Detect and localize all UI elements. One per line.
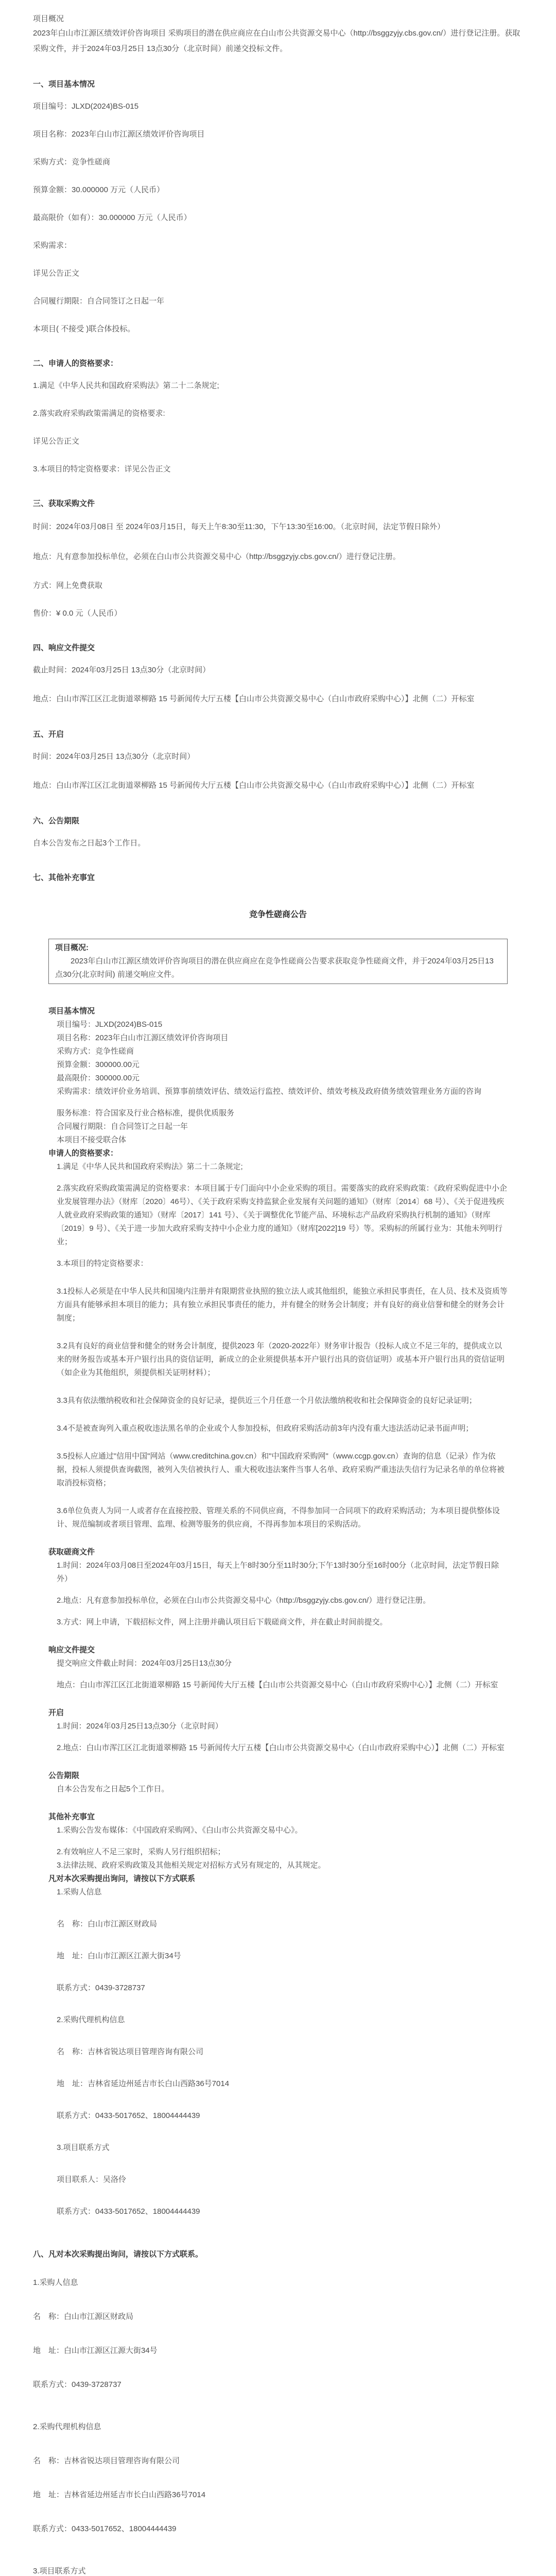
- section-2-title: 二、申请人的资格要求：: [33, 359, 118, 368]
- max-price: 最高限价（如有）：30.000000 万元（人民币）: [33, 213, 192, 222]
- contact-a-aname: 名 称：吉林省锐达项目管理咨询有限公司: [57, 2047, 204, 2056]
- other-1: 1.采购公告发布媒体：《中国政府采购网》、《白山市公共资源交易中心》。: [57, 1826, 303, 1835]
- s8-h3: 3.项目联系方式: [33, 2567, 86, 2575]
- section-1-title: 一、项目基本情况: [33, 80, 95, 89]
- get-1: 1.时间：2024年03月08日至2024年03月15日，每天上午8时30分至11时30分;下午13时30分至16时00分（北京时间，法定节假日除外）: [57, 1561, 499, 1583]
- get-title: 获取磋商文件: [48, 1548, 95, 1556]
- open-time: 时间：2024年03月25日 13点30分（北京时间）: [33, 752, 195, 761]
- basic-name: 项目名称：2023年白山市江源区绩效评价咨询项目: [57, 1033, 229, 1042]
- s8-h1: 1.采购人信息: [33, 2278, 78, 2287]
- period2-text: 自本公告发布之日起5个工作日。: [57, 1785, 169, 1793]
- notice-body: [33, 1005, 523, 2218]
- other-2: 2.有效响应人不足三家时，采购人另行组织招标；: [57, 1848, 225, 1856]
- apply-3-4: 3.4不是被查询列入重点税收违法黑名单的企业或个人参加投标，但政府采购活动前3年内没有重大违法活动记录书面声明；: [57, 1424, 474, 1433]
- overview-label: 项目概况: [33, 14, 64, 23]
- acquire-place: 地点：凡有意参加投标单位，必须在白山市公共资源交易中心（http://bsggzyjy.cbs.gov.cn/）进行登记注册。: [33, 552, 401, 561]
- requirements-detail: 详见公告正文: [33, 269, 80, 278]
- consortium-note: 本项目( 不接受 )联合体投标。: [33, 325, 135, 333]
- project-name: 项目名称：2023年白山市江源区绩效评价咨询项目: [33, 130, 205, 139]
- acquire-way: 方式：网上免费获取: [33, 581, 103, 590]
- project-code: 项目编号：JLXD(2024)BS-015: [33, 102, 139, 111]
- contact-a-atel: 联系方式：0433-5017652、18004444439: [57, 2111, 200, 2120]
- other-title: 其他补充事宜: [48, 1812, 95, 1821]
- apply-3-2: 3.2具有良好的商业信誉和健全的财务会计制度，提供2023 年（2020-2022年）财务审计报告（投标人成立不足三年的，提供成立以来的财务报告或基本开户银行出具的资信证明，新成立的企业须提供基本开户银行出具的资信证明）或基本开户银行出具的资信证明（如企业为其他组织，须提供相关证明材料）；: [57, 1342, 505, 1377]
- box-head: 项目概况:: [55, 943, 89, 952]
- section-4-title: 四、响应文件提交: [33, 643, 95, 652]
- apply-1: 1.满足《中华人民共和国政府采购法》第二十二条规定;: [57, 1162, 243, 1171]
- box-body: 2023年白山市江源区绩效评价咨询项目的潜在供应商应在竞争性磋商公告要求获取竞争性磋商文件，并于2024年03月25日13点30分(北京时间) 前递交响应文件。: [55, 957, 494, 979]
- s8-atel: 联系方式：0433-5017652、18004444439: [33, 2524, 177, 2533]
- get-3: 3.方式：网上申请，下载招标文件，网上注册并确认项目后下载磋商文件，并在截止时间前提交。: [57, 1618, 388, 1626]
- open2-title: 开启: [48, 1708, 64, 1717]
- other-3: 3.法律法规、政府采购政策及其他相关规定对招标方式另有规定的，从其规定。: [57, 1861, 326, 1870]
- s8-h2: 2.采购代理机构信息: [33, 2422, 101, 2431]
- apply-title: 申请人的资格要求：: [48, 1149, 118, 1158]
- qualification-2-detail: 详见公告正文: [33, 437, 80, 446]
- contact-a-h1: 1.采购人信息: [57, 1888, 102, 1896]
- section-6-title: 六、公告期限: [33, 817, 80, 825]
- section-8-title: 八、凡对本次采购提出询问，请按以下方式联系。: [33, 2250, 203, 2259]
- s8-aaddr: 地 址：吉林省延边州延吉市长白山西路36号7014: [33, 2490, 206, 2499]
- contact-a-h3: 3.项目联系方式: [57, 2143, 110, 2152]
- contact-a-title: 凡对本次采购提出询问，请按以下方式联系: [48, 1874, 196, 1883]
- overview-box: [48, 939, 508, 984]
- apply-3-6: 3.6单位负责人为同一人或者存在直接控股、管理关系的不同供应商，不得参加同一合同项下的政府采购活动；为本项目提供整体设计、规范编制或者项目管理、监理、检测等服务的供应商，不得再参加本项目的采购活动。: [57, 1506, 500, 1529]
- s8-tel: 联系方式：0439-3728737: [33, 2380, 121, 2389]
- s8-aname: 名 称：吉林省锐达项目管理咨询有限公司: [33, 2456, 180, 2465]
- basic-consortium: 本项目不接受联合体: [57, 1136, 127, 1144]
- notice-period: 自本公告发布之日起3个工作日。: [33, 839, 146, 848]
- basic-service: 服务标准：符合国家及行业合格标准，提供优质服务: [57, 1109, 235, 1117]
- contact-a-addr: 地 址：白山市江源区江源大街34号: [57, 1952, 181, 1960]
- open2-place: 2.地点：白山市浑江区江北街道翠柳路 15 号新闻传大厅五楼【白山市公共资源交易中心（白山市政府采购中心）】北侧（二）开标室: [57, 1743, 505, 1752]
- contact-a-name: 名 称：白山市江源区财政局: [57, 1920, 158, 1928]
- contact-a-aaddr: 地 址：吉林省延边州延吉市长白山西路36号7014: [57, 2079, 230, 2088]
- apply-3-5: 3.5投标人应通过"信用中国"网站（www.creditchina.gov.cn）和"中国政府采购网"（www.ccgp.gov.cn）查询的信息（记录）作为依据，投标人须提供查询截图，被列入失信被执行人、重大税收违法案件当事人名单、政府采购严重违法失信行为记录名单的单位将被取消投标资格；: [57, 1452, 505, 1487]
- apply-2: 2.落实政府采购政策需满足的资格要求：本项目属于专门面向中小企业采购的项目。需要落实的政府采购政策：《政府采购促进中小企业发展管理办法》（财库〔2020〕46号）、《关于政府采购支持监狱企业发展有关问题的通知》（财库〔2014〕68 号）、《关于促进残疾人就业政府采购政策的通知》（财库〔2017〕141 号）、《关于调整优化节能产品、环境标志产品政府采购执行机制的通知》（财库〔2019〕9 号）、《关于进一步加大政府采购支持中小企业力度的通知》（财库[2022]19 号）等。采购标的所属行业为：其他未列明行业；: [57, 1184, 508, 1246]
- contact-a-ptel: 联系方式：0433-5017652、18004444439: [57, 2207, 200, 2216]
- overview-text: 2023年白山市江源区绩效评价咨询项目 采购项目的潜在供应商应在白山市公共资源交易中心（http://bsggzyjy.cbs.gov.cn/）进行登记注册。获取采购文件，并于2024年03月25日 13点30分（北京时间）前递交投标文件。: [33, 29, 520, 53]
- basic-max: 最高限价：300000.00元: [57, 1074, 140, 1082]
- contact-a-h2: 2.采购代理机构信息: [57, 2015, 125, 2024]
- s8-addr: 地 址：白山市江源区江源大街34号: [33, 2346, 158, 2355]
- procurement-method: 采购方式：竞争性磋商: [33, 158, 111, 166]
- acquire-time: 时间：2024年03月08日 至 2024年03月15日，每天上午8:30至11:30，下午13:30至16:00。（北京时间，法定节假日除外）: [33, 522, 445, 531]
- basic-code: 项目编号：JLXD(2024)BS-015: [57, 1020, 163, 1029]
- budget-amount: 预算金额：30.000000 万元（人民币）: [33, 185, 165, 194]
- section-7-title: 七、其他补充事宜: [33, 873, 95, 882]
- apply-3-3: 3.3具有依法缴纳税收和社会保障资金的良好记录，提供近三个月任意一个月依法缴纳税收和社会保障资金的良好记录证明；: [57, 1396, 477, 1405]
- resp-title: 响应文件提交: [48, 1646, 95, 1654]
- basic-period: 合同履行期限：自合同签订之日起一年: [57, 1122, 188, 1131]
- submit-place: 地点：白山市浑江区江北街道翠柳路 15 号新闻传大厅五楼【白山市公共资源交易中心（白山市政府采购中心）】北侧（二）开标室: [33, 694, 475, 703]
- open-place: 地点：白山市浑江区江北街道翠柳路 15 号新闻传大厅五楼【白山市公共资源交易中心（白山市政府采购中心）】北侧（二）开标室: [33, 781, 475, 790]
- open2-time: 1.时间：2024年03月25日13点30分（北京时间）: [57, 1722, 223, 1731]
- section-5-title: 五、开启: [33, 730, 64, 739]
- qualification-1: 1.满足《中华人民共和国政府采购法》第二十二条规定;: [33, 381, 219, 390]
- acquire-price: 售价：¥ 0.0 元（人民币）: [33, 609, 122, 618]
- contact-a-person: 项目联系人：吴洛伶: [57, 2175, 127, 2184]
- requirements-label: 采购需求：: [33, 241, 72, 250]
- contract-period: 合同履行期限：自合同签订之日起一年: [33, 297, 165, 306]
- apply-3-1: 3.1投标人必须是在中华人民共和国境内注册并有限期营业执照的独立法人或其他组织，能独立承担民事责任，在人员、技术及资质等方面具有能够承担本项目的能力；具有独立承担民事责任的能力，并有健全的财务会计制度；并有良好的商业信誉和健全的财务会计制度；: [57, 1287, 508, 1323]
- period2-title: 公告期限: [48, 1771, 80, 1780]
- basic-req: 采购需求：绩效评价业务培训、预算事前绩效评估、绩效运行监控、绩效评价、绩效考核及政府债务绩效管理业务方面的咨询: [57, 1087, 482, 1096]
- s8-name: 名 称：白山市江源区财政局: [33, 2312, 134, 2321]
- basic-budget: 预算金额：300000.00元: [57, 1060, 140, 1069]
- section-3-title: 三、获取采购文件: [33, 499, 95, 508]
- qualification-3: 3.本项目的特定资格要求：详见公告正文: [33, 465, 171, 473]
- resp-deadline: 提交响应文件截止时间：2024年03月25日13点30分: [57, 1659, 232, 1668]
- basic-method: 采购方式：竞争性磋商: [57, 1047, 134, 1056]
- get-2: 2.地点：凡有意参加投标单位，必须在白山市公共资源交易中心（http://bsggzyjy.cbs.gov.cn/）进行登记注册。: [57, 1596, 431, 1605]
- qualification-2: 2.落实政府采购政策需满足的资格要求:: [33, 409, 165, 418]
- basic-title: 项目基本情况: [48, 1007, 95, 1015]
- resp-place: 地点：白山市浑江区江北街道翠柳路 15 号新闻传大厅五楼【白山市公共资源交易中心（白山市政府采购中心）】北侧（二）开标室: [57, 1681, 498, 1689]
- notice-title: 竞争性磋商公告: [249, 910, 307, 919]
- submit-deadline: 截止时间：2024年03月25日 13点30分（北京时间）: [33, 666, 211, 674]
- contact-a-tel: 联系方式：0439-3728737: [57, 1984, 145, 1992]
- apply-3: 3.本项目的特定资格要求：: [57, 1259, 148, 1268]
